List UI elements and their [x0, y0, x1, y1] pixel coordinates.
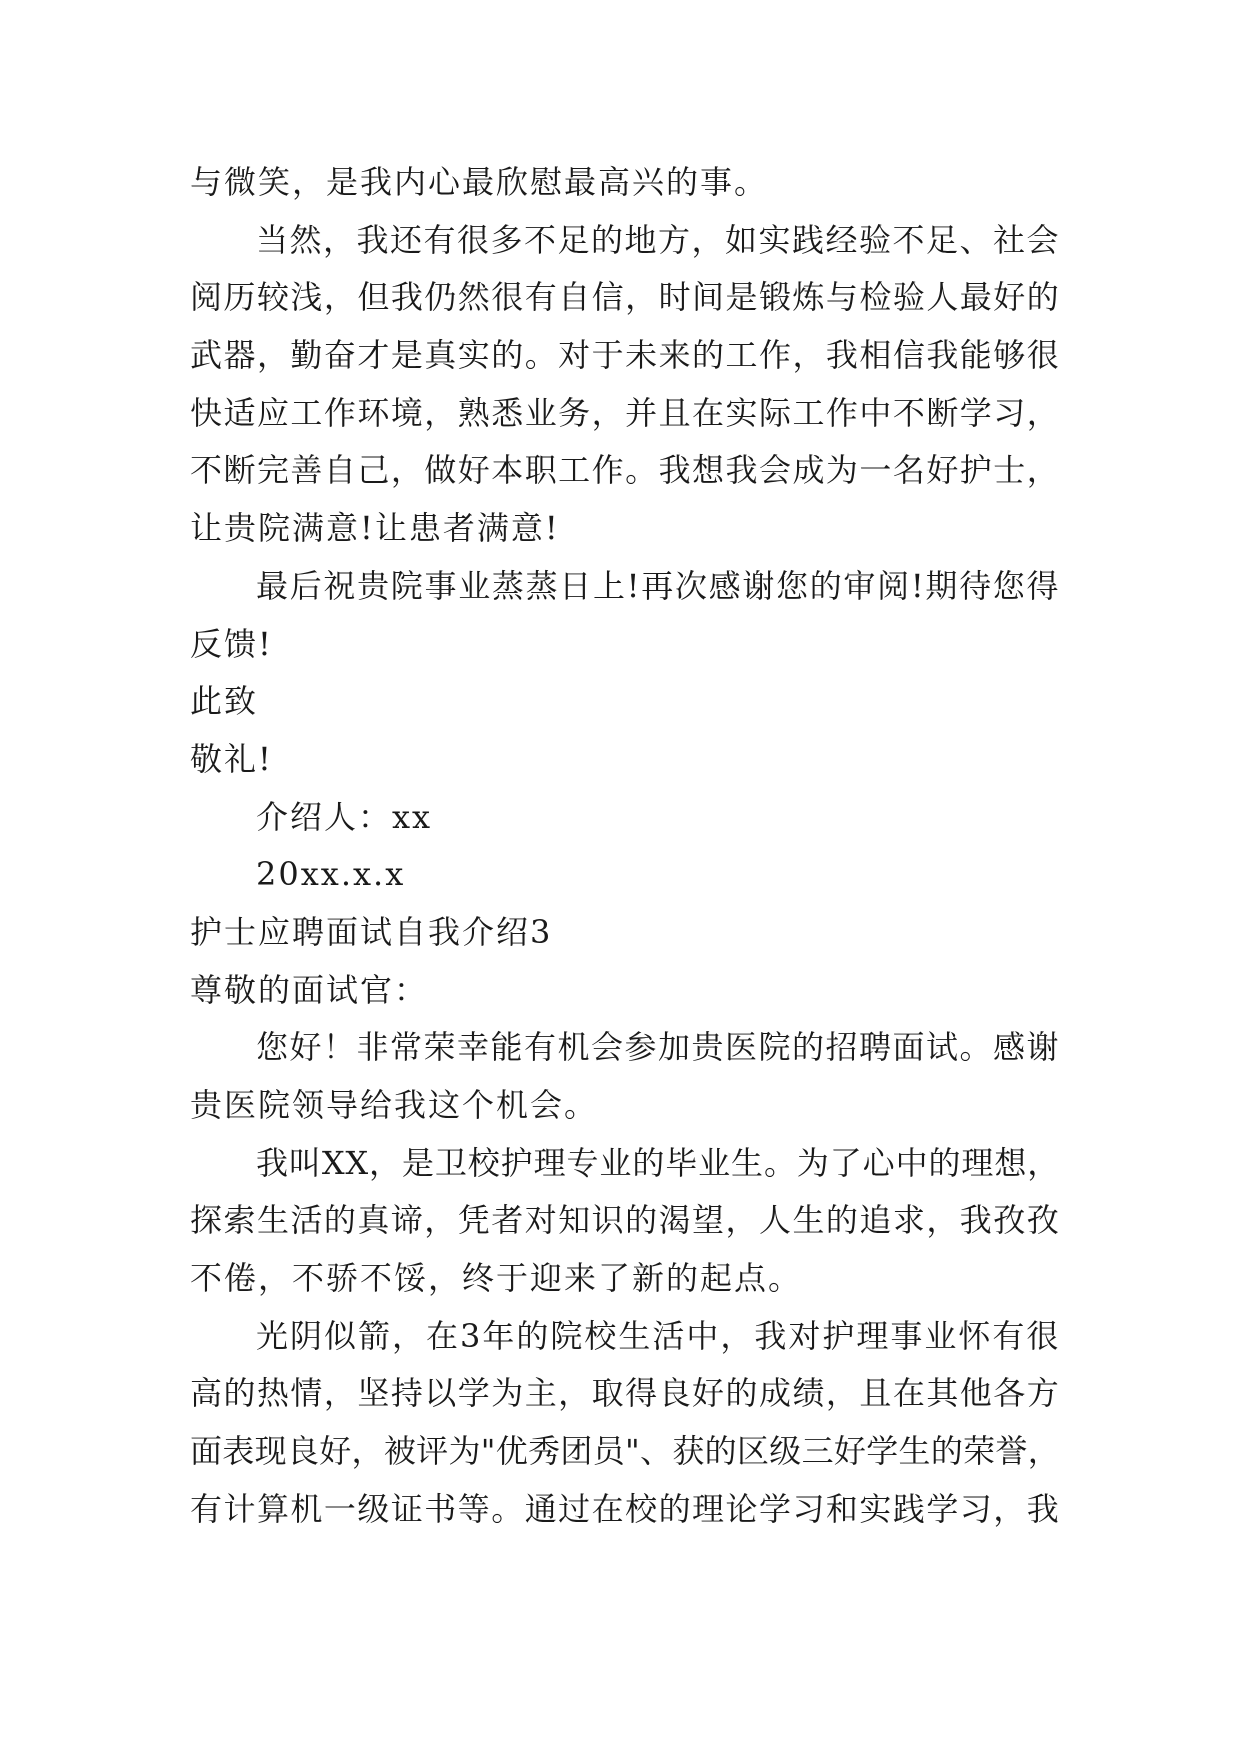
- text-line: 我叫XX，是卫校护理专业的毕业生。为了心中的理想，: [256, 1143, 1060, 1182]
- text-line: 20xx.x.x: [256, 855, 406, 894]
- text-line: 高的热情，坚持以学为主，取得良好的成绩，且在其他各方: [190, 1374, 1060, 1413]
- text-line: 护士应聘面试自我介绍3: [190, 912, 553, 951]
- text-line: 面表现良好，被评为"优秀团员"、获的区级三好学生的荣誉，: [190, 1432, 1060, 1471]
- text-line: 敬礼!: [190, 739, 273, 778]
- text-line: 此致: [190, 682, 259, 721]
- text-line: 尊敬的面试官：: [190, 970, 429, 1009]
- text-line: 贵医院领导给我这个机会。: [190, 1086, 599, 1124]
- text-line: 让贵院满意!让患者满意!: [190, 509, 560, 548]
- text-line: 反馈!: [190, 624, 273, 663]
- text-line: 介绍人：xx: [256, 797, 433, 836]
- text-line: 您好！非常荣幸能有机会参加贵医院的招聘面试。感谢: [256, 1028, 1061, 1067]
- text-line: 与微笑，是我内心最欣慰最高兴的事。: [190, 163, 769, 201]
- text-line: 武器，勤奋才是真实的。对于未来的工作，我相信我能够很: [190, 336, 1060, 375]
- text-line: 当然，我还有很多不足的地方，如实践经验不足、社会: [256, 220, 1061, 259]
- text-line: 最后祝贵院事业蒸蒸日上!再次感谢您的审阅!期待您得: [256, 566, 1060, 605]
- document-body: [190, 154, 1060, 1539]
- text-line: 不倦，不骄不馁，终于迎来了新的起点。: [190, 1259, 803, 1298]
- text-line: 有计算机一级证书等。通过在校的理论学习和实践学习，我: [190, 1489, 1060, 1528]
- text-line: 不断完善自己，做好本职工作。我想我会成为一名好护士，: [190, 451, 1060, 490]
- text-line: 阅历较浅，但我仍然很有自信，时间是锻炼与检验人最好的: [190, 278, 1060, 317]
- text-line: 光阴似箭，在3年的院校生活中，我对护理事业怀有很: [256, 1316, 1061, 1355]
- text-line: 快适应工作环境，熟悉业务，并且在实际工作中不断学习，: [190, 393, 1060, 432]
- text-line: 探索生活的真谛，凭者对知识的渴望，人生的追求，我孜孜: [190, 1201, 1060, 1240]
